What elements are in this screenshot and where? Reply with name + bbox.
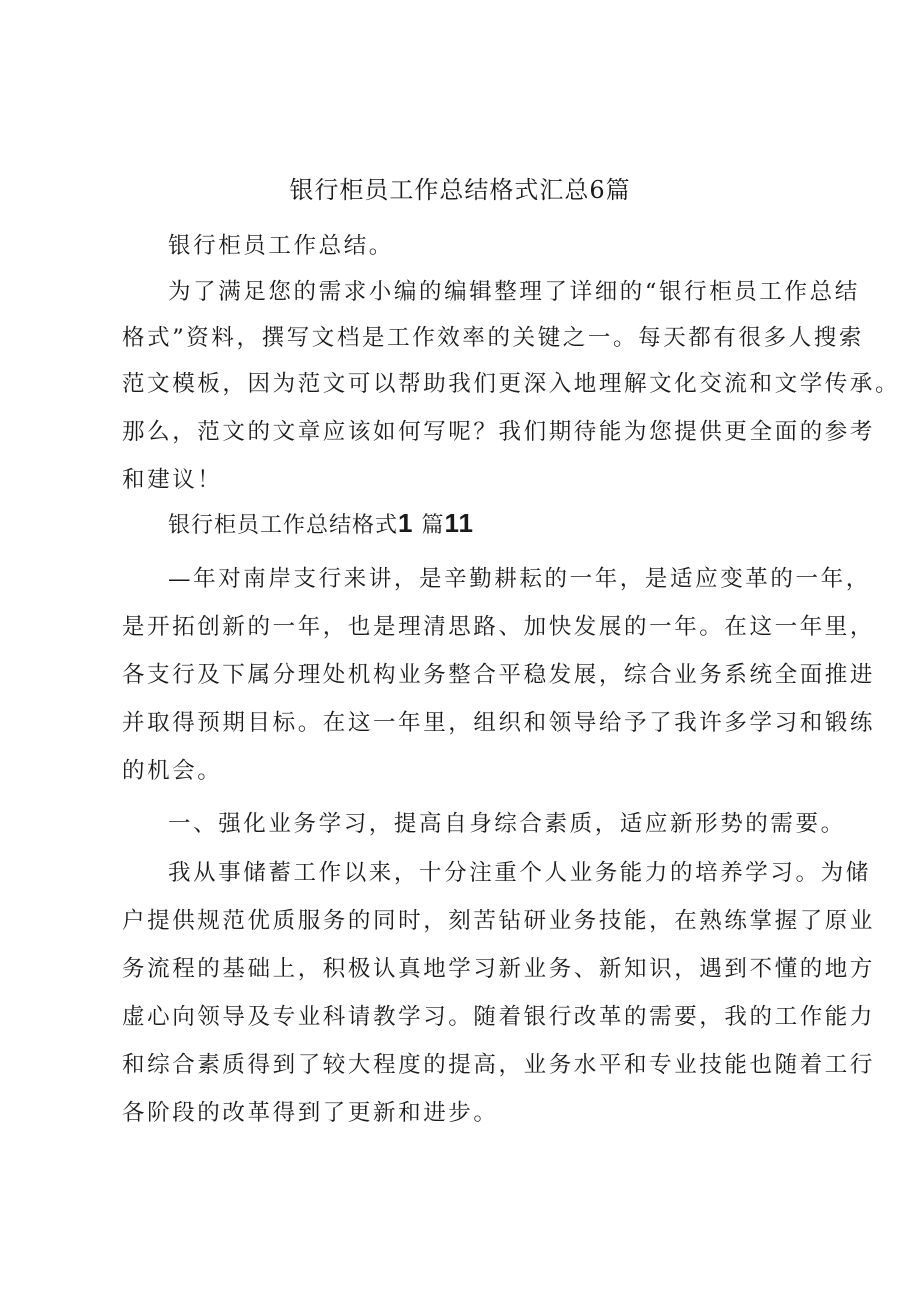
section-heading-text: 银行柜员工作总结格式	[168, 513, 399, 538]
document-title: 银行柜员工作总结格式汇总6篇	[289, 176, 631, 204]
paragraph-1-line: 的机会。	[122, 758, 223, 784]
section-heading-unit: 篇	[421, 513, 445, 538]
paragraph-2-line: 各阶段的改革得到了更新和进步。	[122, 1100, 499, 1126]
paragraph-2-line: 户提供规范优质服务的同时，刻苦钻研业务技能，在熟练掌握了原业	[122, 908, 876, 934]
paragraph-2-line: 虚心向领导及专业科请教学习。随着银行改革的需要，我的工作能力	[122, 1004, 876, 1030]
paragraph-1-line: 是开拓创新的一年，也是理清思路、加快发展的一年。在这一年里，	[122, 614, 876, 640]
paragraph-2-line: 和综合素质得到了较大程度的提高，业务水平和专业技能也随着工行	[122, 1052, 876, 1078]
intro-line: 那么，范文的文章应该如何写呢？我们期待能为您提供更全面的参考	[122, 419, 876, 445]
paragraph-2-line: 务流程的基础上，积极认真地学习新业务、新知识，遇到不懂的地方	[122, 956, 876, 982]
intro-line: 范文模板，因为范文可以帮助我们更深入地理解文化交流和文学传承。	[122, 371, 901, 397]
section-heading	[168, 508, 474, 539]
paragraph-1-line: 并取得预期目标。在这一年里，组织和领导给予了我许多学习和锻练	[122, 710, 876, 736]
paragraph-1-line: 各支行及下属分理处机构业务整合平稳发展，综合业务系统全面推进	[122, 662, 876, 688]
paragraph-2-line: 我从事储蓄工作以来，十分注重个人业务能力的培养学习。为储	[168, 860, 871, 886]
intro-line: 格式”资料，撰写文档是工作效率的关键之一。每天都有很多人搜索	[122, 325, 865, 351]
point-1-heading: 一、强化业务学习，提高自身综合素质，适应新形势的需要。	[168, 811, 846, 837]
section-heading-count: 11	[444, 508, 474, 538]
intro-line: 为了满足您的需求小编的编辑整理了详细的“银行柜员工作总结	[168, 279, 860, 305]
section-heading-number: 1	[398, 508, 414, 538]
paragraph-1-line: —年对南岸支行来讲，是辛勤耕耘的一年，是适应变革的一年，	[168, 566, 871, 592]
intro-heading: 银行柜员工作总结。	[168, 233, 394, 259]
intro-line: 和建议！	[122, 467, 223, 493]
